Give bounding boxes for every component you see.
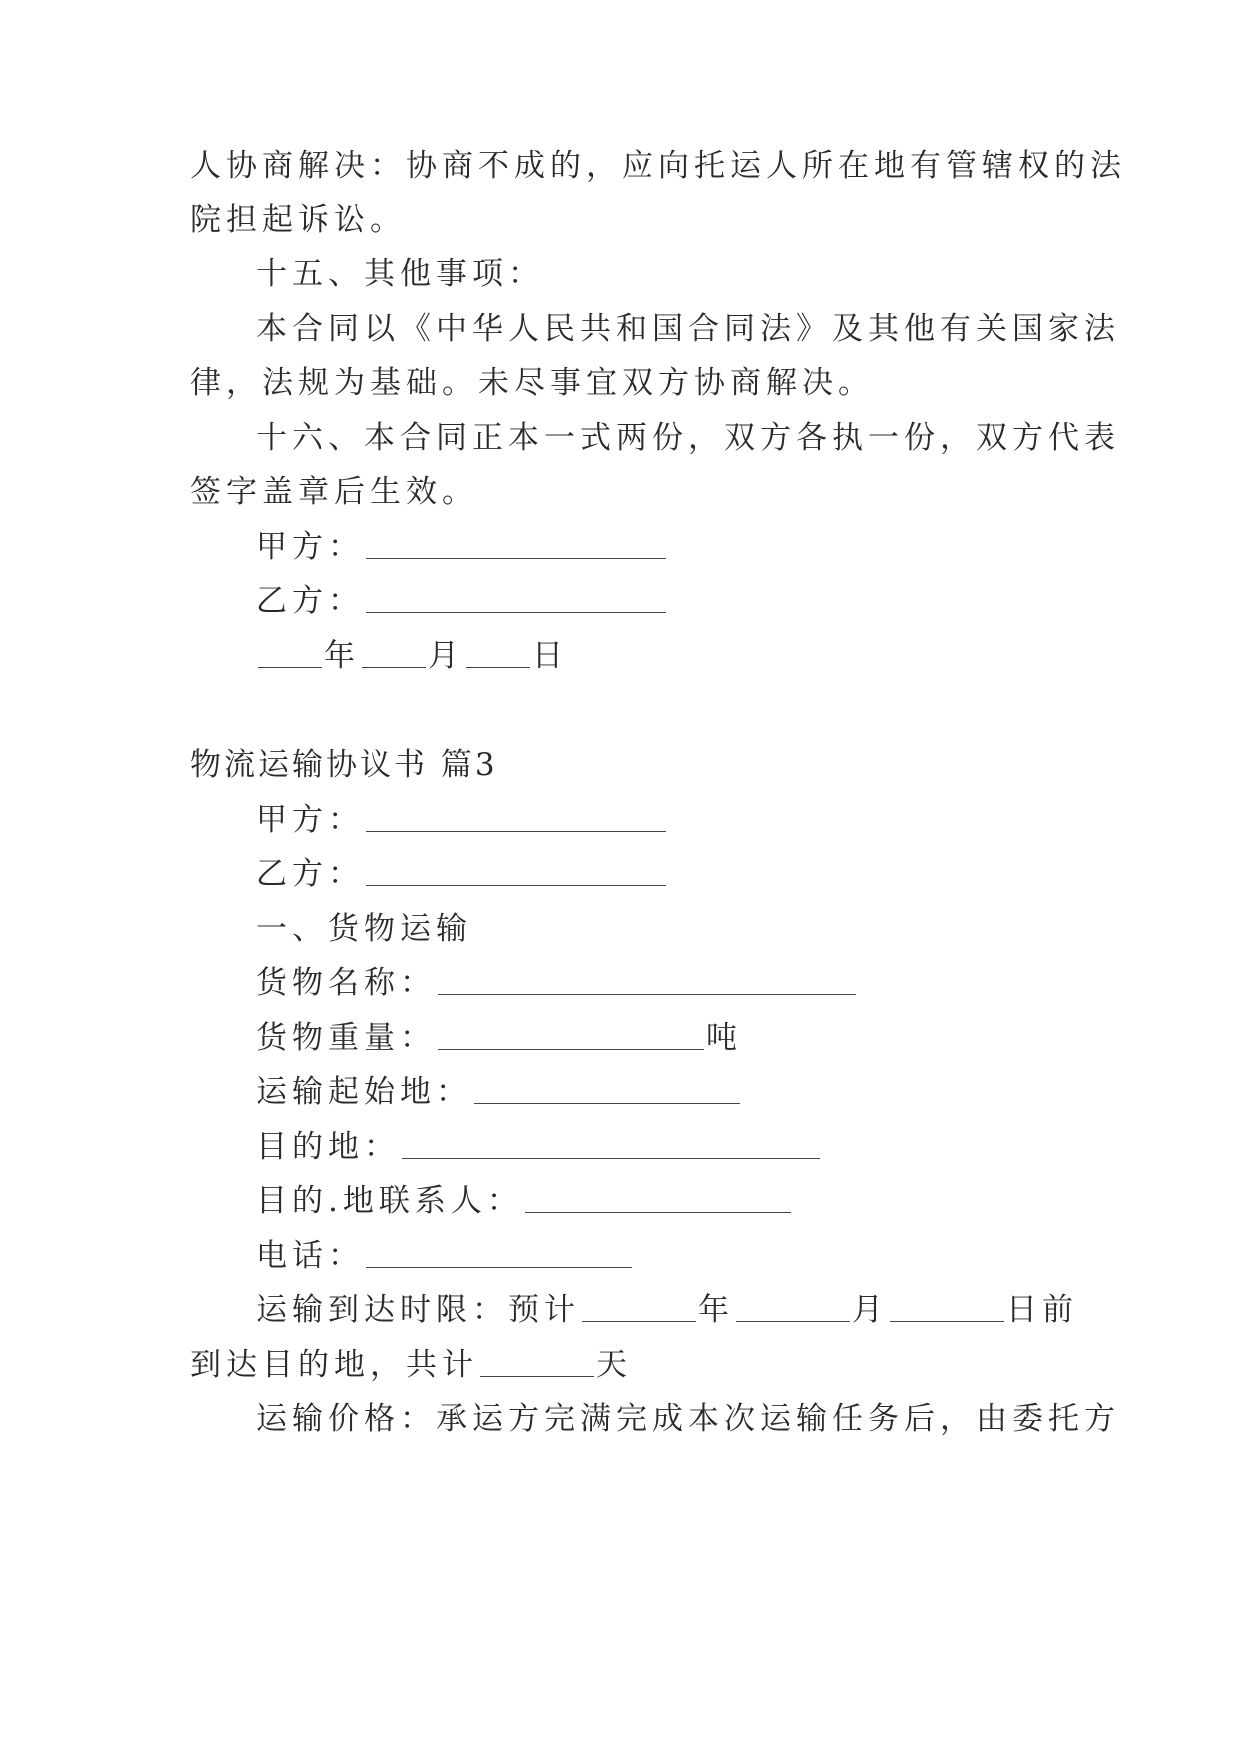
arrival-line [190,1345,1060,1385]
contact-line [256,1181,1060,1221]
section3-party-b [256,854,1060,894]
deadline-year-label: 年 [698,1292,734,1328]
party-b-blank[interactable] [366,857,666,886]
origin-line [256,1072,1060,1112]
signature-party-b [256,581,1060,621]
date-line [256,636,1060,676]
deadline-line [256,1290,1078,1330]
party-a-label: 甲方： [256,529,364,565]
weight-unit: 吨 [706,1020,742,1056]
arrival-label: 到达目的地，共计 [190,1347,478,1383]
party-a-blank[interactable] [366,530,666,559]
deadline-year-blank[interactable] [582,1293,696,1322]
deadline-month-blank[interactable] [736,1293,850,1322]
price-line: 运输价格：承运方完满完成本次运输任务后，由委托方 [256,1401,1120,1437]
paragraph-line: 签字盖章后生效。 [190,474,478,510]
contact-blank[interactable] [525,1184,791,1213]
month-label: 月 [428,638,464,674]
paragraph-line: 本合同以《中华人民共和国合同法》及其他有关国家法 [256,311,1120,347]
goods-weight-blank[interactable] [438,1021,704,1050]
section3-party-a [256,800,1060,840]
goods-name-line [256,963,1060,1003]
paragraph-line: 律，法规为基础。未尽事宜双方协商解决。 [190,365,874,401]
deadline-label: 运输到达时限：预计 [256,1292,580,1328]
signature-party-a [256,527,1060,567]
arrival-days-blank[interactable] [480,1348,594,1377]
origin-label: 运输起始地： [256,1074,472,1110]
party-b-label: 乙方： [256,856,364,892]
party-a-label: 甲方： [256,802,364,838]
deadline-day-blank[interactable] [890,1293,1004,1322]
day-label: 日 [532,638,568,674]
origin-blank[interactable] [474,1075,740,1104]
deadline-month-label: 月 [852,1292,888,1328]
destination-label: 目的地： [256,1129,400,1165]
goods-weight-line [256,1018,1060,1058]
day-blank[interactable] [466,639,530,668]
party-b-label: 乙方： [256,583,364,619]
year-blank[interactable] [258,639,322,668]
deadline-day-label: 日前 [1006,1292,1078,1328]
year-label: 年 [324,638,360,674]
section-title: 物流运输协议书 篇3 [190,747,498,783]
arrival-days-label: 天 [596,1347,632,1383]
clause-heading: 一、货物运输 [256,911,472,947]
goods-weight-label: 货物重量： [256,1020,436,1056]
destination-line [256,1127,1060,1167]
phone-label: 电话： [256,1238,364,1274]
clause-heading: 十五、其他事项： [256,256,544,292]
paragraph-line: 院担起诉讼。 [190,202,406,238]
goods-name-label: 货物名称： [256,965,436,1001]
month-blank[interactable] [362,639,426,668]
party-b-blank[interactable] [366,584,666,613]
paragraph-line: 人协商解决：协商不成的，应向托运人所在地有管辖权的法 [190,148,1126,184]
destination-blank[interactable] [402,1130,820,1159]
party-a-blank[interactable] [366,803,666,832]
goods-name-blank[interactable] [438,966,856,995]
contact-label: 目的.地联系人： [256,1183,523,1219]
paragraph-line: 十六、本合同正本一式两份，双方各执一份，双方代表 [256,420,1120,456]
phone-line [256,1236,1060,1276]
phone-blank[interactable] [366,1239,632,1268]
